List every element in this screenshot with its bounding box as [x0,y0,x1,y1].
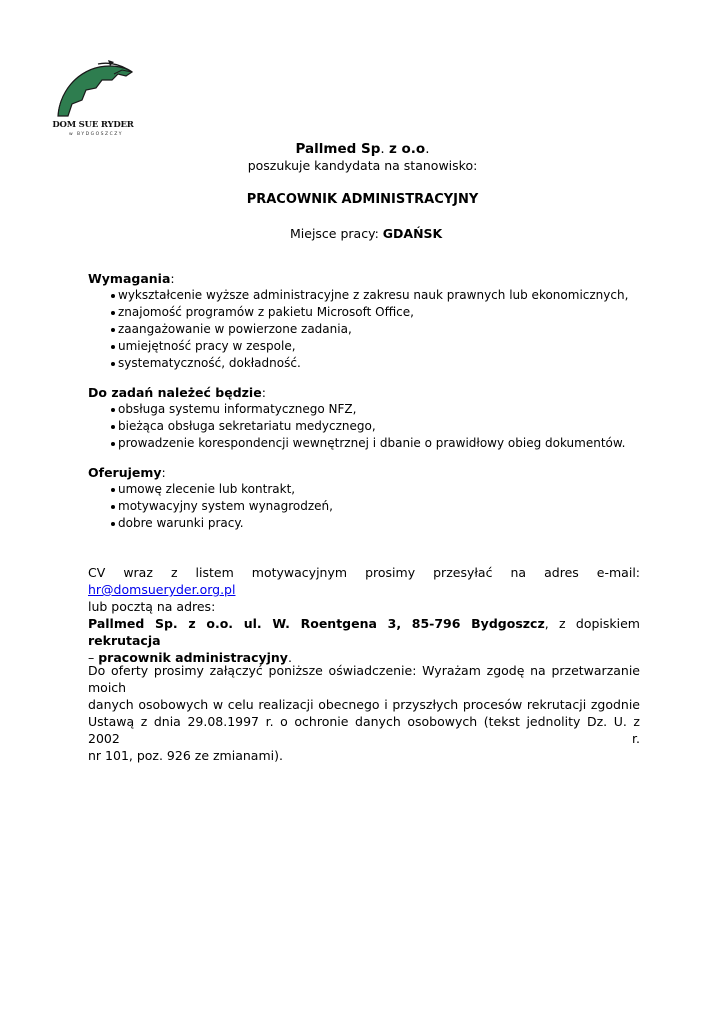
address-note: , z dopiskiem [544,616,640,631]
umbrella-logo-icon [52,58,134,120]
company-dot2: . [425,141,430,157]
company-name-part2: z o.o [388,141,426,157]
offer-section [88,464,648,532]
work-place [290,226,442,241]
company-dot1: . [380,141,385,157]
consent-paragraph [88,662,640,764]
company-name [0,141,725,157]
offer-heading: Oferujemy: [88,465,166,480]
list-item: motywacyjny system wynagrodzeń, [88,498,648,515]
place-label: Miejsce pracy: [290,226,379,241]
logo [52,58,134,142]
list-item: wykształcenie wyższe administracyjne z zakresu nauk prawnych lub ekonomicznych, [88,287,648,304]
email-link[interactable]: hr@domsueryder.org.pl [88,582,236,597]
requirements-section [88,270,648,372]
duties-section [88,384,648,452]
list-item: zaangażowanie w powierzone zadania, [88,321,648,338]
address: Pallmed Sp. z o.o. ul. W. Roentgena 3, 85-796 Bydgoszcz [88,616,545,631]
note-end: . [287,650,292,665]
place-value: GDAŃSK [382,226,443,241]
list-item: znajomość programów z pakietu Microsoft Office, [88,304,648,321]
address-line [88,615,640,649]
list-item: prowadzenie korespondencji wewnętrznej i dbanie o prawidłowy obieg dokumentów. [88,435,648,452]
requirements-heading: Wymagania: [88,271,175,286]
post-intro: lub pocztą na adres: [88,599,216,614]
list-item: systematyczność, dokładność. [88,355,648,372]
consent-line: danych osobowych w celu realizacji obecnego i przyszłych procesów rekrutacji zgodnie [88,697,640,712]
company-name-part1: Pallmed Sp [295,141,381,157]
list-item: bieżąca obsługa sekretariatu medycznego, [88,418,648,435]
list-item: obsługa systemu informatycznego NFZ, [88,401,648,418]
note-dash: – [88,650,95,665]
note-position: pracownik administracyjny [98,650,288,665]
contact-intro: CV wraz z listem motywacyjnym prosimy przesyłać na adres e-mail: [88,565,640,580]
consent-line: Do oferty prosimy załączyć poniższe oświadczenie: Wyrażam zgodę na przetwarzanie moich [88,663,640,695]
contact-paragraph [88,564,640,666]
list-item: umiejętność pracy w zespole, [88,338,648,355]
logo-title: DOM SUE RYDER [52,120,134,130]
duties-heading: Do zadań należeć będzie: [88,385,266,400]
position-title: PRACOWNIK ADMINISTRACYJNY [246,192,479,207]
logo-subtitle: w BYDGOSZCZY [68,132,124,137]
contact-intro-line [88,564,640,598]
note-rekrutacja: rekrutacja [88,633,161,648]
consent-line: Ustawą z dnia 29.08.1997 r. o ochronie danych osobowych (tekst jednolity Dz. U. z 2002 r. [88,714,640,746]
consent-line: nr 101, poz. 926 ze zmianami). [88,748,283,763]
searching-text: poszukuje kandydata na stanowisko: [247,158,478,173]
list-item: umowę zlecenie lub kontrakt, [88,481,648,498]
list-item: dobre warunki pracy. [88,515,648,532]
